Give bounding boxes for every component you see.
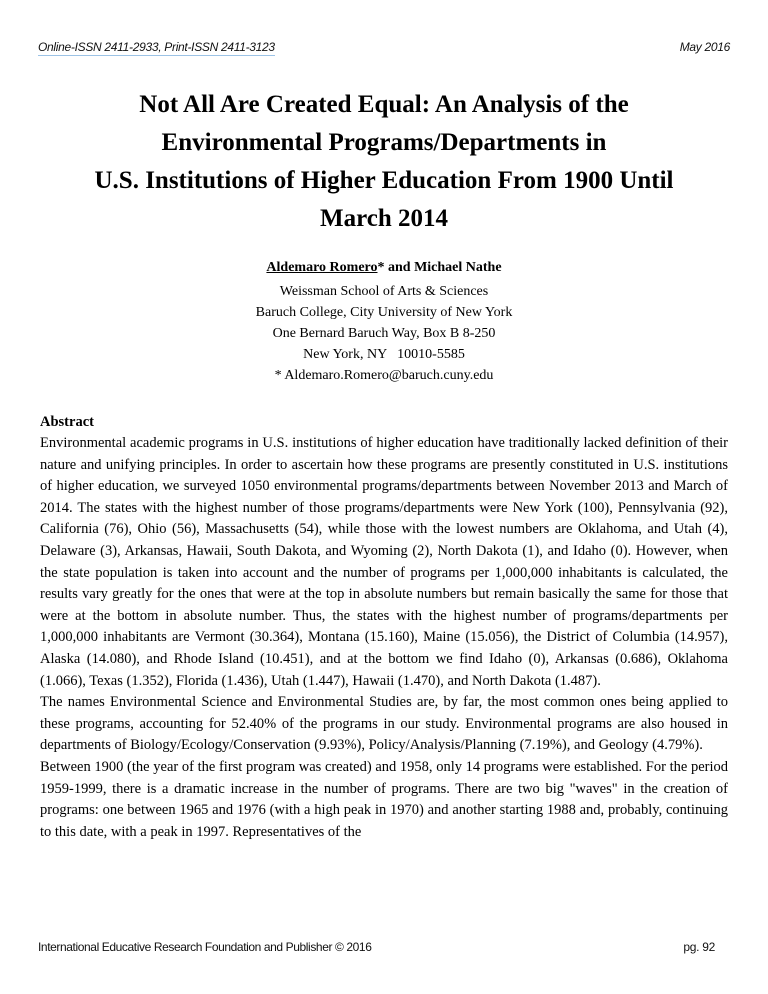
abstract-body — [40, 433, 728, 843]
affiliation-college: Baruch College, City University of New York — [255, 305, 513, 320]
issue-date: May 2016 — [679, 40, 730, 54]
issn-header[interactable]: Online-ISSN 2411-2933, Print-ISSN 2411-3123 — [38, 40, 275, 54]
affiliation-block — [0, 281, 768, 386]
affiliation-address: One Bernard Baruch Way, Box B 8-250 — [272, 326, 496, 341]
paper-title — [0, 86, 768, 238]
title-line: U.S. Institutions of Higher Education From 1900 Until — [94, 167, 674, 194]
abstract-paragraph: Between 1900 (the year of the first program was created) and 1958, only 14 programs were established. For the period 1959-1999, there is a dramatic increase in the number of programs. There are two big "waves" in the creation of programs: one between 1965 and 1976 (with a high peak in 1970) and another starting 1988 and, probably, continuing to this date, with a peak in 1997. Representatives of the — [40, 758, 728, 840]
affiliation-city: New York, NY 10010-5585 — [303, 347, 465, 362]
affiliation-school: Weissman School of Arts & Sciences — [279, 284, 489, 299]
page-number: pg. 92 — [683, 940, 715, 954]
abstract-paragraph: The names Environmental Science and Environmental Studies are, by far, the most common ones being applied to these programs, accounting for 52.40% of the programs in our study. Environmental programs are also housed in departments of Biology/Ecology/Conservation (9.93%), Policy/Analysis/Planning (7.19%), and Geology (4.79%). — [40, 694, 728, 754]
abstract-paragraph: Environmental academic programs in U.S. institutions of higher education have traditionally lacked definition of their nature and unifying principles. In order to ascertain how these programs are presently constituted in U.S. institutions of higher education, we surveyed 1050 environmental programs/departments between November 2013 and March of 2014. The states with the highest number of those programs/departments were New York (100), Pennsylvania (92), California (76), Ohio (56), Massachusetts (54), while those with the lowest numbers are Oklahoma, and Utah (4), Delaware (3), Arkansas, Hawaii, South Dakota, and Wyoming (2), North Dakota (1), and Idaho (0). However, when the state population is taken into account and the number of programs per 1,000,000 inhabitants is calculated, the results vary greatly for the ones that were at the top in absolute numbers but remain basically the same for those that were at the bottom in absolute number. Thus, the states with the highest number of programs/departments per 1,000,000 inhabitants are Vermont (30.364), Montana (15.160), Maine (15.056), the District of Columbia (14.957), Alaska (14.080), and Rhode Island (10.451), and at the bottom we find Idaho (0), Arkansas (0.686), Oklahoma (1.066), Texas (1.352), Florida (1.436), Utah (1.447), Hawaii (1.470), and North Dakota (1.487). — [40, 435, 728, 689]
corresponding-email: * Aldemaro.Romero@baruch.cuny.edu — [274, 368, 494, 383]
lead-author[interactable]: Aldemaro Romero — [266, 260, 378, 275]
title-line: Not All Are Created Equal: An Analysis of the — [139, 91, 629, 118]
title-line: Environmental Programs/Departments in — [161, 129, 607, 156]
co-author: Michael Nathe — [414, 260, 502, 275]
author-connector: and — [384, 260, 415, 275]
corresponding-marker: * — [377, 260, 385, 275]
author-line — [0, 260, 768, 276]
title-line: March 2014 — [320, 205, 448, 232]
abstract-heading: Abstract — [40, 414, 94, 430]
publisher-footer: International Educative Research Foundation and Publisher © 2016 — [38, 940, 372, 954]
